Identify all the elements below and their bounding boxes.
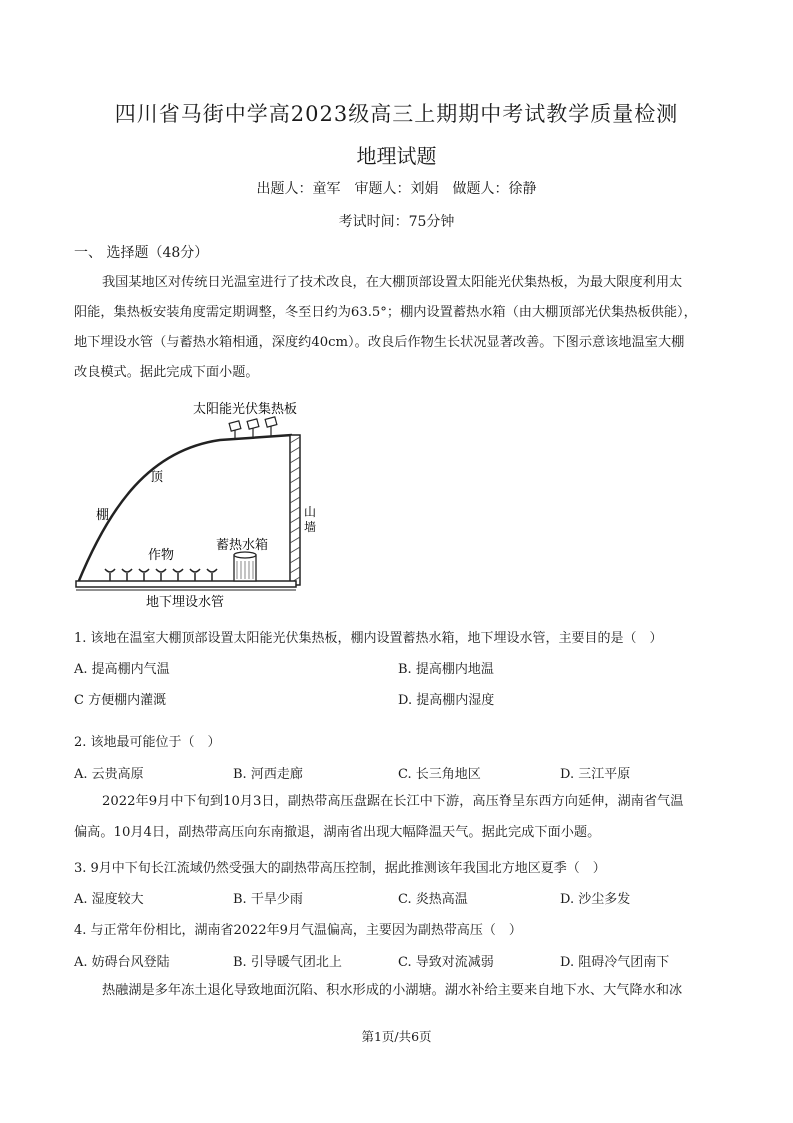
wall-label-2: 墙 <box>304 520 317 534</box>
q3-option-c[interactable]: C. 炎热高温 <box>398 892 468 907</box>
q1-option-a[interactable]: A. 提高棚内气温 <box>74 662 170 677</box>
q2-option-d[interactable]: D. 三江平原 <box>560 767 631 782</box>
shed-roof-curve <box>78 435 292 583</box>
q3-option-a[interactable]: A. 湿度较大 <box>74 892 144 907</box>
passage2-line2: 偏高。10月4日，副热带高压向东南撤退，湖南省出现大幅降温天气。据此完成下面小题。 <box>74 825 601 840</box>
passage1-line1: 我国某地区对传统日光温室进行了技术改良，在大棚顶部设置太阳能光伏集热板，为最大限度利用太 <box>102 275 683 290</box>
exam-title: 四川省马街中学高2023级高三上期期中考试教学质量检测 <box>114 102 679 126</box>
q4-option-a[interactable]: A. 妨碍台风登陆 <box>74 955 170 970</box>
question-4-stem: 4. 与正常年份相比，湖南省2022年9月气温偏高，主要因为副热带高压（ ） <box>74 923 522 938</box>
q1-option-d[interactable]: D. 提高棚内湿度 <box>398 693 495 708</box>
question-3-stem: 3. 9月中下旬长江流域仍然受强大的副热带高压控制，据此推测该年我国北方地区夏季（ ） <box>74 861 606 876</box>
crop-label: 作物 <box>148 548 175 563</box>
greenhouse-figure <box>70 395 320 610</box>
section-heading: 一、 选择题（48分） <box>74 245 209 261</box>
shed-label: 棚 <box>96 508 110 523</box>
passage3-line1: 热融湖是多年冻土退化导致地面沉陷、积水形成的小湖塘。湖水补给主要来自地下水、大气降水和冰 <box>102 983 683 998</box>
q2-option-a[interactable]: A. 云贵高原 <box>74 767 144 782</box>
subject-title: 地理试题 <box>356 144 437 168</box>
passage1-line3: 地下埋设水管（与蓄热水箱相通，深度约40cm）。改良后作物生长状况显著改善。下图示意该地温室大棚 <box>74 335 685 350</box>
q4-option-d[interactable]: D. 阻碍冷气团南下 <box>560 955 670 970</box>
q1-option-b[interactable]: B. 提高棚内地温 <box>398 662 494 677</box>
question-2-stem: 2. 该地最可能位于（ ） <box>74 735 221 750</box>
q4-option-b[interactable]: B. 引导暖气团北上 <box>233 955 342 970</box>
crop-plants <box>105 569 217 581</box>
roof-label: 顶 <box>150 470 164 485</box>
exam-time: 考试时间：75分钟 <box>338 214 455 230</box>
pipe-label: 地下埋设水管 <box>146 595 225 610</box>
wall-label-1: 山 <box>304 505 317 519</box>
heat-storage-tank <box>234 552 256 581</box>
q4-option-c[interactable]: C. 导致对流减弱 <box>398 955 494 970</box>
authors-line: 出题人：童军 审题人：刘娟 做题人：徐静 <box>256 181 537 197</box>
q2-option-c[interactable]: C. 长三角地区 <box>398 767 481 782</box>
q3-option-b[interactable]: B. 干旱少雨 <box>233 892 303 907</box>
q1-option-c[interactable]: C 方便棚内灌溉 <box>74 693 167 708</box>
q3-option-d[interactable]: D. 沙尘多发 <box>560 892 631 907</box>
underground-pipe <box>76 581 296 587</box>
q2-option-b[interactable]: B. 河西走廊 <box>233 767 303 782</box>
question-1-stem: 1. 该地在温室大棚顶部设置太阳能光伏集热板，棚内设置蓄热水箱，地下埋设水管，主要目的是（ ） <box>74 631 663 646</box>
panel-label: 太阳能光伏集热板 <box>193 402 298 417</box>
tank-label: 蓄热水箱 <box>216 538 269 553</box>
passage1-line2: 阳能，集热板安装角度需定期调整，冬至日约为63.5°；棚内设置蓄热水箱（由大棚顶部光伏集热板供能）， <box>74 305 697 320</box>
passage1-line4: 改良模式。据此完成下面小题。 <box>74 365 259 380</box>
page-footer: 第1页/共6页 <box>361 1029 432 1044</box>
passage2-line1: 2022年9月中下旬到10月3日，副热带高压盘踞在长江中下游，高压脊呈东西方向延伸，湖南省气温 <box>102 794 684 809</box>
